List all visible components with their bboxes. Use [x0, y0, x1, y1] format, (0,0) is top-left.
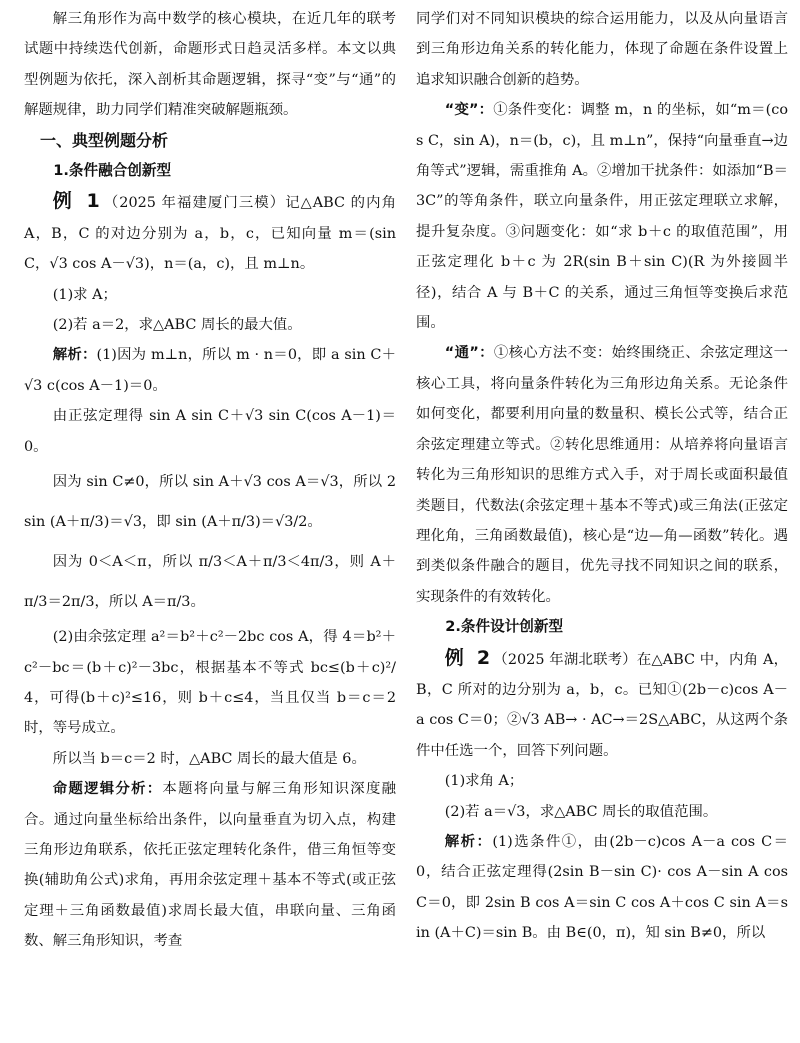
- left-column: [24, 4, 396, 957]
- solution-2-text: (1)选条件①，由(2b－c)cos A－a cos C＝0，结合正弦定理得(2sin B－sin C)· cos A－sin A cos C＝0，即 2sin B cos A＝sin C cos A＋cos C sin A＝sin (A＋C)＝sin B。由 B∈(0，π)，知 sin B≠0，所以: [416, 833, 788, 942]
- solution-label: 解析：: [52, 347, 97, 364]
- example-2-solution-start: [416, 827, 788, 949]
- example-2-text: （2025 年湖北联考）在△ABC 中，内角 A，B，C 所对的边分别为 a，b，c。已知①(2b－c)cos A－a cos C＝0；②√3 AB→ · AC→＝2S△ABC，从这两个条件中任选一个，回答下列问题。: [416, 651, 788, 759]
- example-1-solution-step-1: 由正弦定理得 sin A sin C＋√3 sin C(cos A－1)＝0。: [24, 408, 396, 455]
- solution-2-label: 解析：: [444, 833, 493, 850]
- variation-paragraph: [416, 95, 788, 338]
- example-1-solution-step-2: 因为 sin C≠0，所以 sin A＋√3 cos A＝√3，所以 2sin (A＋π/3)＝√3，即 sin (A＋π/3)＝√3/2。: [24, 474, 396, 531]
- logic-analysis-continued: 同学们对不同知识模块的综合运用能力，以及从向量语言到三角形边角关系的转化能力，体现了命题在条件设置上追求知识融合创新的趋势。: [416, 11, 788, 88]
- example-2-label: 例 2: [444, 646, 494, 669]
- section-heading: 一、典型例题分析: [40, 130, 169, 150]
- example-2-statement: [416, 643, 788, 767]
- common-paragraph: [416, 338, 788, 612]
- example-1-label: 例 1: [52, 190, 103, 213]
- subsection-heading-2: 2.条件设计创新型: [445, 618, 564, 636]
- example-1-text: （2025 年福建厦门三模）记△ABC 的内角 A，B，C 的对边分别为 a，b，c，已知向量 m＝(sin C，√3 cos A－√3)，n＝(a，c)，且 m⊥n。: [24, 195, 396, 273]
- common-label: “通”：: [444, 345, 494, 362]
- logic-analysis-text: 本题将向量与解三角形知识深度融合。通过向量坐标给出条件，以向量垂直为切入点，构建三角形边角联系，依托正弦定理转化条件，借三角恒等变换(辅助角公式)求角，再用余弦定理＋基本不等式(或正弦定理＋三角函数最值)求周长最大值，串联向量、三角函数、解三角形知识，考查: [24, 781, 396, 950]
- common-text: ①核心方法不变：始终围绕正、余弦定理这一核心工具，将向量条件转化为三角形边角关系。无论条件如何变化，都要利用向量的数量积、模长公式等，结合正余弦定理建立等式。②转化思维通用：从培养将向量语言转化为三角形知识的思维方式入手，对于周长或面积最值类题目，代数法(余弦定理＋基本不等式)或三角法(正弦定理化角，三角函数最值)，核心是“边—角—函数”转化。遇到类似条件融合的题目，优先寻找不同知识之间的联系，实现条件的有效转化。: [416, 345, 788, 605]
- example-2-question-1: (1)求角 A；: [444, 773, 524, 790]
- example-1-conclusion: 所以当 b＝c＝2 时，△ABC 周长的最大值是 6。: [52, 750, 366, 767]
- logic-analysis-label: 命题逻辑分析：: [52, 781, 163, 798]
- example-1-solution-step-3: 因为 0＜A＜π，所以 π/3＜A＋π/3＜4π/3，则 A＋π/3＝2π/3，所以 A＝π/3。: [24, 554, 396, 611]
- example-1-solution-part-2: (2)由余弦定理 a²＝b²＋c²－2bc cos A，得 4＝b²＋c²－bc＝(b＋c)²－3bc，根据基本不等式 bc≤(b＋c)²/4，可得(b＋c)²≤16，则 b＋c≤4，当且仅当 b＝c＝2 时，等号成立。: [24, 629, 396, 737]
- example-1-question-2: (2)若 a＝2，求△ABC 周长的最大值。: [52, 317, 302, 334]
- example-2-question-2: (2)若 a＝√3，求△ABC 周长的取值范围。: [444, 803, 718, 820]
- example-1-question-1: (1)求 A；: [52, 286, 117, 303]
- subsection-heading-1: 1.条件融合创新型: [53, 162, 172, 180]
- intro-paragraph: 解三角形作为高中数学的核心模块，在近几年的联考试题中持续迭代创新，命题形式日趋灵活多样。本文以典型例题为依托，深入剖析其命题逻辑，探寻“变”与“通”的解题规律，助力同学们精准突破解题瓶颈。: [24, 11, 396, 119]
- variation-text: ①条件变化：调整 m，n 的坐标，如“m＝(cos C，sin A)，n＝(b，c)，且 m⊥n”，保持“向量垂直→边角等式”逻辑，需重推角 A。②增加干扰条件：如添加“B＝3C”的等角条件，联立向量条件，用正弦定理联立求解，提升复杂度。③问题变化：如“求 b＋c 的取值范围”，用正弦定理化 b＋c 为 2R(sin B＋sin C)(R 为外接圆半径)，结合 A 与 B＋C 的关系，通过三角恒等变换后求范围。: [416, 102, 788, 332]
- right-column: [416, 4, 788, 949]
- solution-text: (1)因为 m⊥n，所以 m · n＝0，即 a sin C＋√3 c(cos A－1)＝0。: [24, 347, 396, 394]
- logic-analysis: [24, 774, 396, 956]
- variation-label: “变”：: [444, 102, 494, 119]
- example-1-statement: [24, 186, 396, 279]
- example-1-solution-start: [24, 340, 396, 401]
